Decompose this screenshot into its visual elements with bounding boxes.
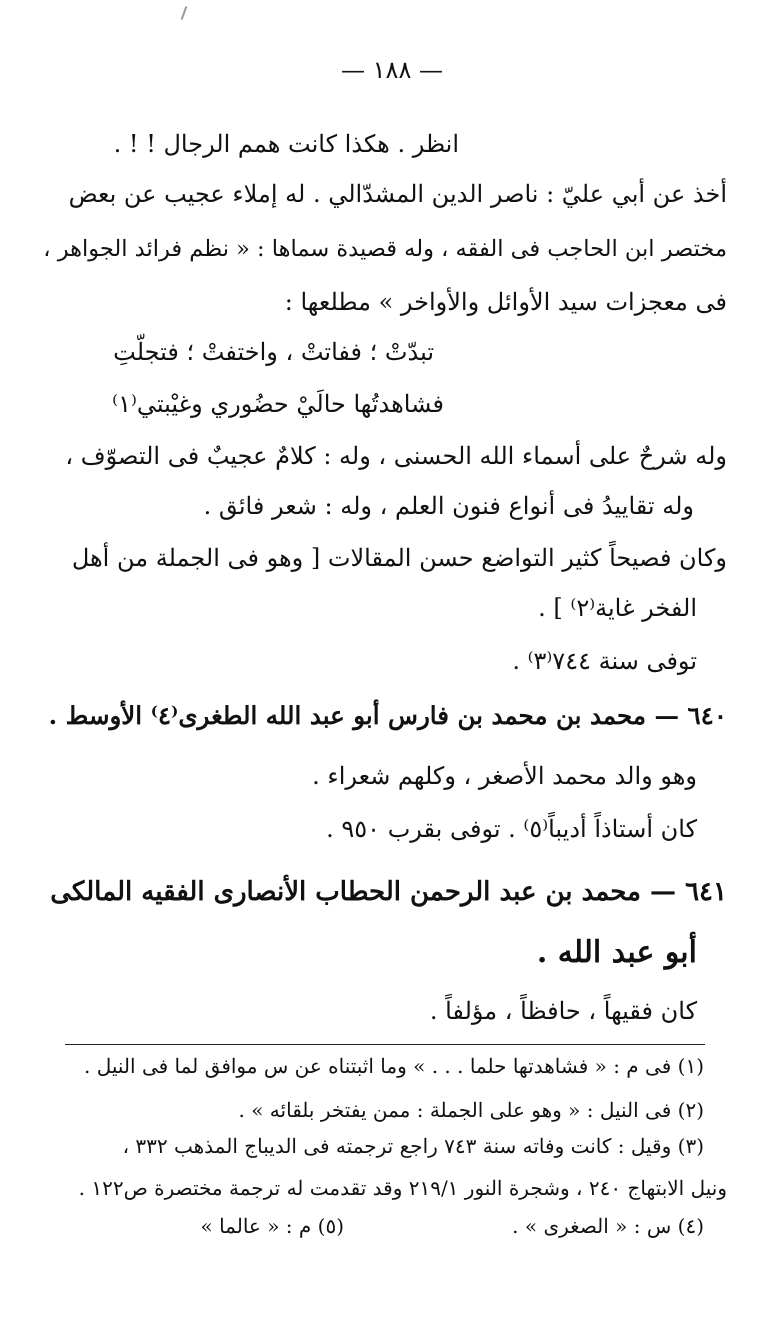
footnote-rule: [65, 1044, 705, 1045]
body-line-7: وكان فصيحاً كثير التواضع حسن المقالات [ وهو فى الجملة من أهل: [71, 544, 727, 572]
body-line-3: مختصر ابن الحاجب فى الفقه ، وله قصيدة سماها : « نظم فرائد الجواهر ،: [43, 236, 727, 262]
page-number: — ١٨٨ —: [341, 56, 443, 84]
body-line-4: فى معجزات سيد الأوائل والأواخر » مطلعها :: [284, 288, 727, 316]
footnote-4: (٤) س : « الصغرى » .: [512, 1214, 704, 1238]
body-line-1: انظر . هكذا كانت همم الرجال ! ! .: [113, 130, 459, 158]
footnote-3: (٣) وقيل : كانت وفاته سنة ٧٤٣ راجع ترجمته فى الديباج المذهب ٣٣٢ ،: [122, 1134, 704, 1158]
entry-heading-641: ٦٤١ — محمد بن عبد الرحمن الحطاب الأنصارى الفقيه المالكى: [50, 877, 727, 907]
entry-heading-641-cont: أبو عبد الله .: [536, 935, 697, 970]
scan-mark: [181, 6, 188, 20]
body-line-12: كان فقيهاً ، حافظاً ، مؤلفاً .: [429, 997, 697, 1025]
verse-line-2: فشاهدتُها حالَيْ حضُوري وغيْبتي⁽١⁾: [112, 390, 444, 418]
footnote-2: (٢) فى النيل : « وهو على الجملة : ممن يفتخر بلقائه » .: [238, 1098, 704, 1122]
entry-heading-640: ٦٤٠ — محمد بن محمد بن فارس أبو عبد الله الطغرى⁽٤⁾ الأوسط .: [48, 701, 727, 730]
footnote-3-cont: ونيل الابتهاج ٢٤٠ ، وشجرة النور ٢١٩/١ وقد تقدمت له ترجمة مختصرة ص١٢٢ .: [78, 1176, 727, 1200]
body-line-9: توفى سنة ٧٤٤⁽٣⁾ .: [512, 647, 697, 675]
verse-line-1: تبدّتْ ؛ ففاتتْ ، واختفتْ ؛ فتجلّتِ: [113, 338, 434, 366]
body-line-8: الفخر غاية⁽٢⁾ ] .: [538, 594, 697, 622]
body-line-11: كان أستاذاً أديباً⁽٥⁾ . توفى بقرب ٩٥٠ .: [326, 815, 697, 843]
footnote-1: (١) فى م : « فشاهدتها حلما . . . » وما اثبتناه عن س موافق لما فى النيل .: [84, 1054, 704, 1078]
body-line-10: وهو والد محمد الأصغر ، وكلهم شعراء .: [312, 762, 697, 790]
body-line-6: وله تقاييدُ فى أنواع فنون العلم ، وله : شعر فائق .: [203, 492, 694, 520]
footnote-5: (٥) م : « عالما »: [200, 1214, 344, 1238]
body-line-5: وله شرحٌ على أسماء الله الحسنى ، وله : كلامٌ عجيبٌ فى التصوّف ،: [65, 442, 727, 470]
body-line-2: أخذ عن أبي عليّ : ناصر الدين المشدّالي . له إملاء عجيب عن بعض: [68, 180, 727, 208]
